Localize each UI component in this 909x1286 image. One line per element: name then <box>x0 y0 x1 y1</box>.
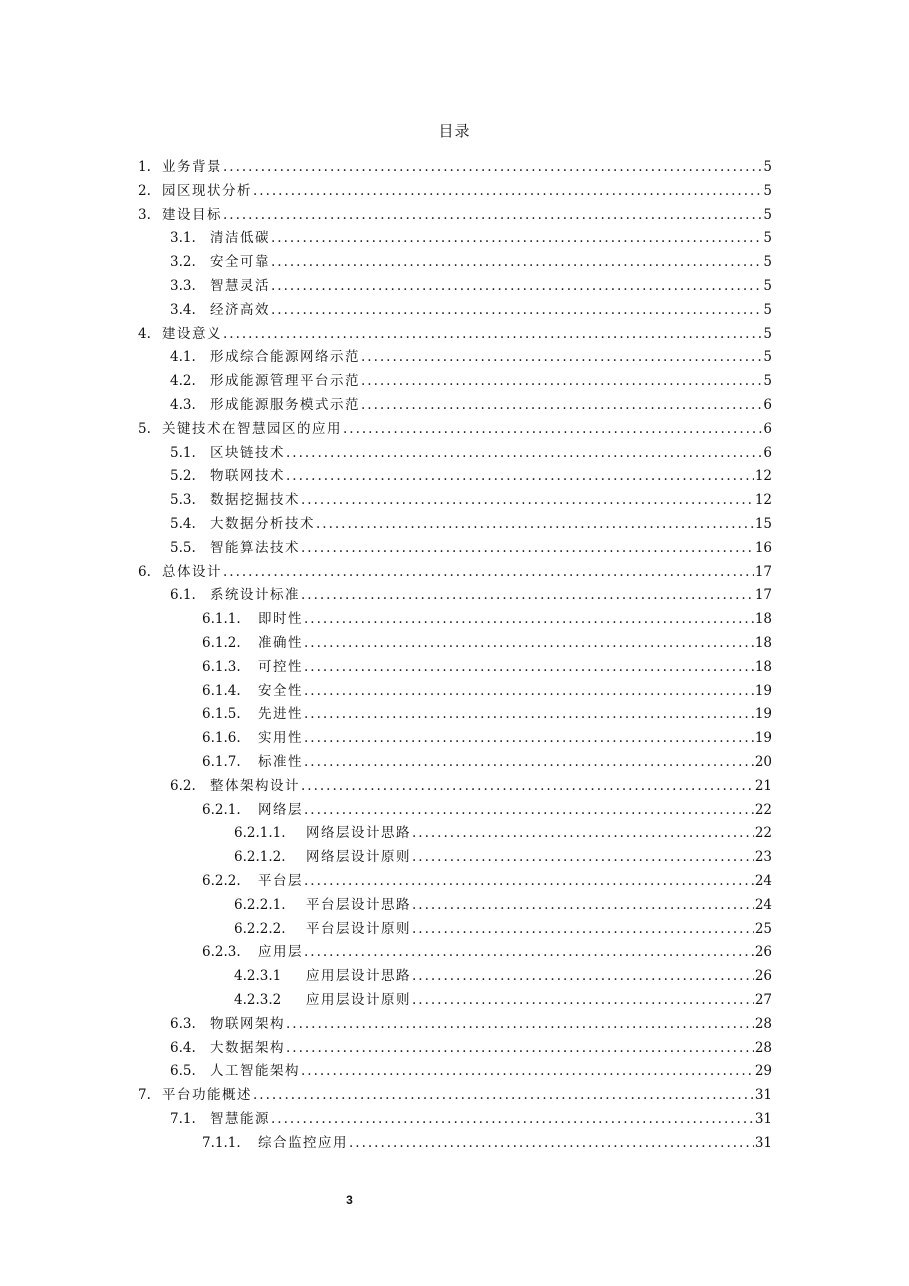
toc-entry-number: 3.1. <box>170 230 196 247</box>
toc-entry-label: 数据挖掘技术 <box>210 492 300 509</box>
toc-entry[interactable] <box>234 845 772 865</box>
toc-entry[interactable] <box>234 988 772 1008</box>
toc-leader-dots <box>304 730 754 746</box>
toc-entry-number: 6.1.4. <box>202 682 241 699</box>
toc-entry-label: 平台层 <box>258 873 303 889</box>
toc-entry-page: 19 <box>754 730 772 747</box>
toc-entry-label: 先进性 <box>258 706 303 723</box>
toc-entry-number: 6.2. <box>170 777 196 794</box>
toc-entry-label: 大数据分析技术 <box>210 516 315 532</box>
toc-entry-number: 6.1.6. <box>202 730 241 747</box>
toc-entry-number: 6.1.5. <box>202 706 241 723</box>
toc-entry-number: 4.3. <box>170 397 196 413</box>
toc-entry[interactable] <box>138 322 772 342</box>
toc-entry-number: 5.2. <box>170 468 196 485</box>
toc-leader-dots <box>361 397 762 413</box>
toc-entry-number: 7. <box>138 1087 151 1104</box>
toc-entry-number: 5.5. <box>170 539 196 556</box>
toc-entry[interactable] <box>138 1083 772 1103</box>
toc-entry[interactable] <box>170 774 772 794</box>
toc-entry[interactable] <box>202 655 772 675</box>
toc-entry-page: 29 <box>754 1063 772 1080</box>
toc-leader-dots <box>304 754 754 770</box>
toc-leader-dots <box>412 849 754 865</box>
toc-entry-number: 6.1.7. <box>202 754 241 770</box>
toc-entry[interactable] <box>138 203 772 223</box>
toc-leader-dots <box>304 635 754 651</box>
toc-entry-page: 21 <box>754 777 772 794</box>
toc-entry[interactable] <box>170 536 772 556</box>
toc-entry-label: 网络层设计思路 <box>306 825 411 842</box>
toc-entry-number: 5. <box>138 420 151 437</box>
toc-entry[interactable] <box>202 679 772 699</box>
toc-entry-label: 标准性 <box>258 754 303 770</box>
toc-entry-label: 清洁低碳 <box>210 230 270 247</box>
toc-entry-page: 5 <box>763 159 772 175</box>
toc-entry-label: 可控性 <box>258 658 303 675</box>
toc-leader-dots <box>304 611 754 627</box>
toc-entry-page: 5 <box>763 373 772 390</box>
toc-entry[interactable] <box>170 298 772 318</box>
toc-entry-page: 26 <box>754 968 772 985</box>
toc-entry-label: 安全可靠 <box>210 254 270 271</box>
toc-entry-number: 6.1.2. <box>202 635 241 651</box>
toc-entry[interactable] <box>202 631 772 651</box>
toc-entry-label: 形成能源服务模式示范 <box>210 397 360 413</box>
toc-entry-page: 27 <box>754 992 772 1008</box>
toc-entry-label: 形成能源管理平台示范 <box>210 373 360 390</box>
toc-entry-label: 经济高效 <box>210 301 270 318</box>
toc-leader-dots <box>361 373 762 389</box>
toc-entry-label: 应用层设计原则 <box>306 992 411 1008</box>
toc-entry-page: 19 <box>754 706 772 723</box>
toc-entry-number: 6.2.1. <box>202 801 241 818</box>
toc-entry-page: 23 <box>754 849 772 866</box>
toc-entry[interactable] <box>170 369 772 389</box>
toc-entry-page: 12 <box>754 468 772 485</box>
toc-leader-dots <box>301 587 754 603</box>
toc-leader-dots <box>304 944 754 960</box>
toc-entry-label: 应用层设计思路 <box>306 968 411 985</box>
toc-leader-dots <box>223 207 762 223</box>
toc-entry[interactable] <box>170 583 772 603</box>
toc-entry-label: 网络层 <box>258 801 303 818</box>
toc-entry-label: 物联网技术 <box>210 468 285 485</box>
toc-entry-number: 6.2.3. <box>202 944 241 961</box>
toc-entry-page: 18 <box>754 635 772 651</box>
toc-entry-label: 大数据架构 <box>210 1039 285 1056</box>
toc-entry-page: 28 <box>754 1015 772 1032</box>
toc-entry-page: 17 <box>754 563 772 580</box>
toc-entry[interactable] <box>170 393 772 413</box>
toc-entry-page: 5 <box>763 254 772 271</box>
toc-leader-dots <box>223 159 762 175</box>
page-number: 3 <box>346 1193 353 1207</box>
toc-leader-dots <box>361 349 762 365</box>
toc-entry[interactable] <box>234 821 772 841</box>
toc-entry-label: 区块链技术 <box>210 444 285 461</box>
toc-leader-dots <box>412 968 754 984</box>
toc-entry-label: 业务背景 <box>162 159 222 175</box>
toc-entry-label: 应用层 <box>258 944 303 961</box>
toc-entry-label: 整体架构设计 <box>210 777 300 794</box>
toc-leader-dots <box>301 1063 754 1079</box>
toc-leader-dots <box>343 421 762 437</box>
toc-entry-number: 6.1.3. <box>202 658 241 675</box>
toc-entry-page: 5 <box>763 230 772 247</box>
toc-entry-label: 智慧灵活 <box>210 278 270 294</box>
toc-entry-page: 24 <box>754 896 772 913</box>
toc-entry-label: 网络层设计原则 <box>306 849 411 866</box>
toc-entry-page: 26 <box>754 944 772 961</box>
toc-entry-number: 4.2. <box>170 373 196 390</box>
toc-leader-dots <box>271 278 762 294</box>
toc-entry-page: 28 <box>754 1039 772 1056</box>
toc-entry-page: 5 <box>763 325 772 342</box>
toc-entry[interactable] <box>170 345 772 365</box>
toc-leader-dots <box>271 1111 754 1127</box>
toc-entry-page: 5 <box>763 278 772 294</box>
toc-entry[interactable] <box>170 1012 772 1032</box>
toc-leader-dots <box>301 778 754 794</box>
toc-leader-dots <box>271 254 762 270</box>
toc-entry-page: 5 <box>763 182 772 199</box>
toc-entry-page: 31 <box>754 1087 772 1104</box>
toc-entry[interactable] <box>170 1107 772 1127</box>
toc-leader-dots <box>271 230 762 246</box>
toc-entry[interactable] <box>138 417 772 437</box>
toc-entry[interactable] <box>202 702 772 722</box>
toc-entry-number: 4. <box>138 325 151 342</box>
toc-entry-number: 6.2.1.1. <box>234 825 286 842</box>
toc-entry-page: 31 <box>754 1111 772 1127</box>
toc-entry-number: 4.1. <box>170 349 196 366</box>
toc-entry-number: 5.4. <box>170 516 196 532</box>
toc-leader-dots <box>412 897 754 913</box>
toc-leader-dots <box>301 540 754 556</box>
toc-leader-dots <box>304 802 754 818</box>
toc-entry[interactable] <box>202 1131 772 1151</box>
toc-leader-dots <box>286 468 754 484</box>
toc-entry-label: 建设意义 <box>162 325 222 342</box>
toc-entry-label: 园区现状分析 <box>162 182 252 199</box>
toc-entry[interactable] <box>170 512 772 532</box>
toc-entry-page: 6 <box>763 444 772 461</box>
toc-entry[interactable] <box>138 560 772 580</box>
toc-entry-label: 即时性 <box>258 611 303 628</box>
toc-leader-dots <box>301 492 754 508</box>
toc-entry-number: 7.1. <box>170 1111 196 1127</box>
toc-entry-page: 17 <box>754 587 772 604</box>
toc-entry[interactable] <box>170 274 772 294</box>
toc-leader-dots <box>304 873 754 889</box>
toc-entry-page: 6 <box>763 397 772 413</box>
toc-entry-label: 总体设计 <box>162 563 222 580</box>
toc-entry-number: 4.2.3.2 <box>234 992 282 1008</box>
toc-entry-number: 3.2. <box>170 254 196 271</box>
toc-entry-number: 6.1. <box>170 587 196 604</box>
toc-entry-number: 1. <box>138 159 151 175</box>
toc-entry-number: 6.3. <box>170 1015 196 1032</box>
toc-entry[interactable] <box>170 441 772 461</box>
toc-entry-number: 4.2.3.1 <box>234 968 282 985</box>
toc-entry-label: 实用性 <box>258 730 303 747</box>
toc-entry-page: 5 <box>763 206 772 223</box>
toc-entry-label: 人工智能架构 <box>210 1063 300 1080</box>
toc-entry-label: 平台层设计原则 <box>306 920 411 937</box>
toc-entry[interactable] <box>170 226 772 246</box>
toc-entry-number: 3. <box>138 206 151 223</box>
toc-entry-number: 6. <box>138 563 151 580</box>
toc-entry-number: 6.2.2.1. <box>234 896 286 913</box>
toc-entry-label: 平台功能概述 <box>162 1087 252 1104</box>
toc-entry-number: 6.2.2.2. <box>234 920 286 937</box>
toc-entry-label: 系统设计标准 <box>210 587 300 604</box>
toc-entry-number: 6.2.1.2. <box>234 849 286 866</box>
toc-entry-page: 25 <box>754 920 772 937</box>
toc-entry-number: 5.3. <box>170 492 196 509</box>
toc-entry-number: 5.1. <box>170 444 196 461</box>
toc-entry[interactable] <box>202 607 772 627</box>
toc-leader-dots <box>223 564 754 580</box>
toc-entry[interactable] <box>202 869 772 889</box>
toc-entry-label: 智能算法技术 <box>210 539 300 556</box>
toc-entry-page: 20 <box>754 754 772 770</box>
toc-leader-dots <box>412 921 754 937</box>
toc-leader-dots <box>286 1040 754 1056</box>
toc-title: 目录 <box>438 122 471 140</box>
toc-leader-dots <box>349 1135 754 1151</box>
toc-entry-number: 2. <box>138 182 151 199</box>
toc-leader-dots <box>304 706 754 722</box>
toc-entry[interactable] <box>170 464 772 484</box>
toc-entry[interactable] <box>234 917 772 937</box>
toc-entry-label: 关键技术在智慧园区的应用 <box>162 420 342 437</box>
toc-leader-dots <box>316 516 754 532</box>
toc-entry-page: 18 <box>754 658 772 675</box>
toc-entry-label: 综合监控应用 <box>258 1134 348 1151</box>
toc-entry-page: 19 <box>754 682 772 699</box>
toc-entry[interactable] <box>202 726 772 746</box>
toc-entry-number: 6.2.2. <box>202 873 241 889</box>
toc-entry-page: 15 <box>754 516 772 532</box>
toc-entry[interactable] <box>202 750 772 770</box>
toc-entry-number: 6.5. <box>170 1063 196 1080</box>
toc-entry-number: 3.3. <box>170 278 196 294</box>
toc-entry-label: 建设目标 <box>162 206 222 223</box>
toc-entry-page: 16 <box>754 539 772 556</box>
toc-entry[interactable] <box>170 1036 772 1056</box>
toc-entry[interactable] <box>138 179 772 199</box>
toc-entry-number: 3.4. <box>170 301 196 318</box>
toc-entry-number: 6.1.1. <box>202 611 241 628</box>
toc-entry[interactable] <box>170 250 772 270</box>
toc-leader-dots <box>253 183 762 199</box>
toc-leader-dots <box>304 683 754 699</box>
toc-entry-number: 6.4. <box>170 1039 196 1056</box>
toc-entry-label: 安全性 <box>258 682 303 699</box>
toc-entry[interactable] <box>234 964 772 984</box>
toc-leader-dots <box>223 326 762 342</box>
toc-leader-dots <box>271 302 762 318</box>
toc-entry[interactable] <box>170 488 772 508</box>
toc-entry-label: 形成综合能源网络示范 <box>210 349 360 366</box>
toc-entry-label: 平台层设计思路 <box>306 896 411 913</box>
toc-entry-page: 31 <box>754 1134 772 1151</box>
toc-entry-page: 22 <box>754 825 772 842</box>
toc-entry-page: 5 <box>763 301 772 318</box>
toc-leader-dots <box>412 825 754 841</box>
toc-entry-page: 6 <box>763 420 772 437</box>
toc-leader-dots <box>304 659 754 675</box>
toc-entry[interactable] <box>202 940 772 960</box>
toc-entry-page: 5 <box>763 349 772 366</box>
toc-leader-dots <box>253 1087 754 1103</box>
toc-leader-dots <box>412 992 754 1008</box>
toc-entry-page: 12 <box>754 492 772 509</box>
toc-entry-page: 18 <box>754 611 772 628</box>
toc-entry[interactable] <box>234 893 772 913</box>
toc-entry-label: 智慧能源 <box>210 1111 270 1127</box>
toc-entry-label: 物联网架构 <box>210 1015 285 1032</box>
toc-entry-page: 22 <box>754 801 772 818</box>
toc-leader-dots <box>286 445 762 461</box>
toc-leader-dots <box>286 1016 754 1032</box>
toc-entry-page: 24 <box>754 873 772 889</box>
toc-entry[interactable] <box>202 798 772 818</box>
toc-entry-label: 准确性 <box>258 635 303 651</box>
toc-entry[interactable] <box>170 1059 772 1079</box>
toc-entry[interactable] <box>138 155 772 175</box>
toc-entry-number: 7.1.1. <box>202 1134 241 1151</box>
